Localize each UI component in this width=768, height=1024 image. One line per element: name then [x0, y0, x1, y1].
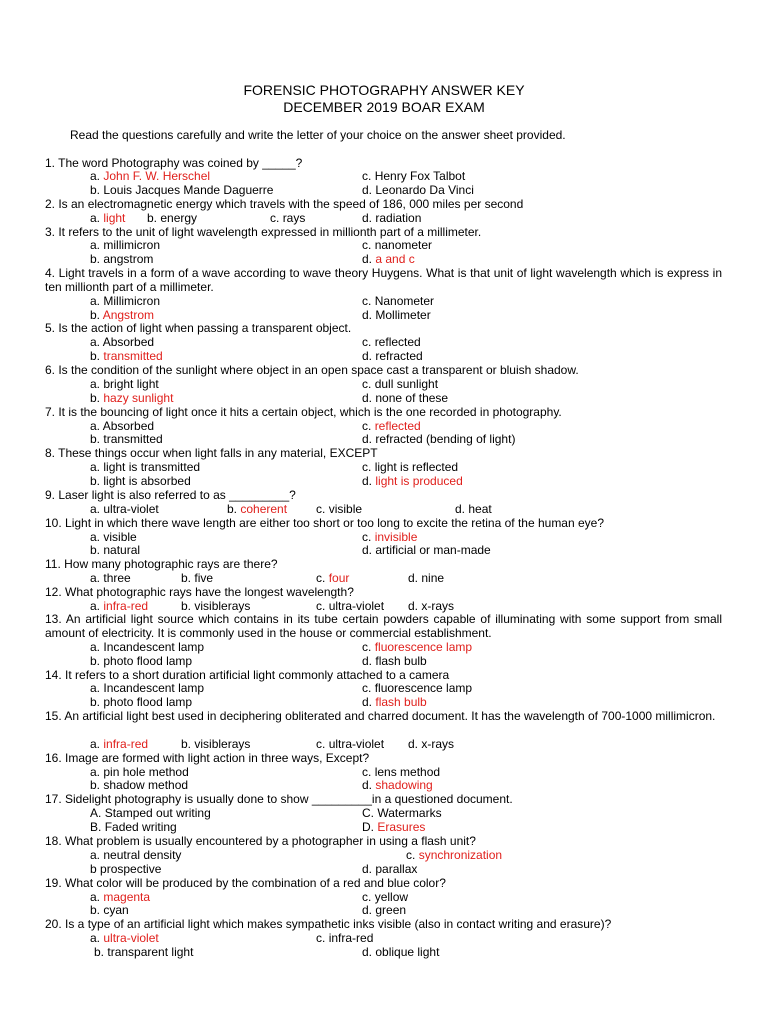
question-17-choice	[90, 820, 177, 834]
choice-label: c.	[362, 890, 372, 904]
choice-label: c.	[316, 737, 326, 751]
question-1-choice	[362, 183, 474, 197]
question-16-text: 16. Image are formed with light action in three ways, Except?	[45, 751, 370, 765]
choice-label: c.	[362, 530, 372, 544]
question-5-choice	[362, 349, 423, 363]
question-13-choice	[90, 654, 192, 668]
choice-text: x-rays	[421, 599, 455, 613]
question-14-choice	[362, 681, 472, 695]
question-18-choice	[362, 862, 417, 876]
question-13-choice	[362, 654, 427, 668]
question-9-choice	[316, 502, 362, 516]
question-4-text: 4. Light travels in a form of a wave according to wave theory Huygens. What is that unit of light wavelength which is express in ten millionth part of a millimeter.	[45, 266, 722, 294]
question-3-text: 3. It refers to the unit of light wavelength expressed in millionth part of a millimeter.	[45, 225, 482, 239]
question-15-choice	[181, 737, 250, 751]
choice-label: b.	[90, 654, 101, 668]
question-9-choice	[227, 502, 287, 516]
question-1-choice	[90, 169, 210, 183]
choice-label: c.	[362, 681, 372, 695]
choice-text: Absorbed	[102, 419, 155, 433]
choice-label: c.	[362, 377, 372, 391]
choice-text: visible	[328, 502, 363, 516]
question-14-text: 14. It refers to a short duration artificial light commonly attached to a camera	[45, 668, 450, 682]
choice-text: lens method	[374, 765, 441, 779]
choice-text: ultra-violet	[103, 502, 159, 516]
choice-label: d.	[455, 502, 466, 516]
choice-label: d.	[362, 654, 373, 668]
question-1-text: 1. The word Photography was coined by _____?	[45, 156, 303, 170]
choice-text: bright light	[103, 377, 159, 391]
choice-text: light is transmitted	[103, 460, 201, 474]
choice-text: fluorescence lamp	[374, 681, 473, 695]
question-16-choice	[362, 765, 440, 779]
choice-text: heat	[468, 502, 492, 516]
question-19-text: 19. What color will be produced by the combination of a red and blue color?	[45, 876, 446, 890]
question-1-choice	[362, 169, 465, 183]
choice-label: a.	[90, 169, 101, 183]
question-17-choice	[90, 806, 211, 820]
choice-label: c.	[362, 460, 372, 474]
choice-label: a.	[90, 890, 101, 904]
question-12-choice	[181, 599, 250, 613]
choice-text: Incandescent lamp	[103, 640, 205, 654]
choice-label: d.	[362, 778, 373, 792]
question-14-choice	[90, 695, 192, 709]
correct-answer: coherent	[240, 502, 288, 516]
choice-label: c.	[362, 419, 372, 433]
question-19-choice	[362, 903, 406, 917]
correct-answer: a and c	[375, 252, 415, 266]
choice-text: Stamped out writing	[104, 806, 211, 820]
choice-text: Faded writing	[104, 820, 177, 834]
choice-label: c.	[316, 599, 326, 613]
choice-label: d.	[362, 308, 373, 322]
question-2-text: 2. Is an electromagnetic energy which travels with the speed of 186, 000 miles per second	[45, 197, 524, 211]
question-19-choice	[362, 890, 408, 904]
choice-text: Mollimeter	[375, 308, 431, 322]
choice-text: Absorbed	[102, 335, 155, 349]
question-3-choice	[362, 252, 415, 266]
question-6-text: 6. Is the condition of the sunlight where object in an open space cast a transparent or bluish shadow.	[45, 363, 579, 377]
correct-answer: flash bulb	[375, 695, 427, 709]
choice-label: c.	[316, 502, 326, 516]
question-3-choice	[90, 238, 160, 252]
choice-text: ultra-violet	[328, 737, 385, 751]
correct-answer: magenta	[103, 890, 151, 904]
choice-text: flash bulb	[375, 654, 427, 668]
correct-answer: light	[103, 211, 126, 225]
question-11-choice	[181, 571, 213, 585]
question-10-choice	[362, 530, 417, 544]
correct-answer: hazy sunlight	[103, 391, 174, 405]
choice-text: angstrom	[103, 252, 154, 266]
choice-text: refracted (bending of light)	[375, 432, 516, 446]
choice-label: b.	[90, 252, 101, 266]
question-20-choice	[316, 931, 373, 945]
page-title-line1: FORENSIC PHOTOGRAPHY ANSWER KEY	[243, 82, 525, 98]
choice-label: b	[90, 862, 97, 876]
question-10-choice	[362, 543, 491, 557]
choice-label: d.	[362, 183, 373, 197]
question-6-choice	[90, 377, 159, 391]
correct-answer: invisible	[374, 530, 418, 544]
question-14-choice	[90, 681, 204, 695]
question-16-choice	[362, 778, 433, 792]
choice-text: transparent light	[107, 945, 194, 959]
choice-label: d.	[362, 474, 373, 488]
question-17-choice	[362, 820, 425, 834]
page-title-line2: DECEMBER 2019 BOAR EXAM	[283, 99, 485, 115]
question-18-choice	[90, 848, 181, 862]
question-19-choice	[90, 890, 150, 904]
question-12-text: 12. What photographic rays have the longest wavelength?	[45, 585, 354, 599]
question-20-choice	[94, 945, 193, 959]
choice-text: prospective	[100, 862, 162, 876]
choice-label: a.	[90, 294, 101, 308]
correct-answer: synchronization	[418, 848, 503, 862]
choice-text: visiblerays	[194, 599, 251, 613]
question-17-text: 17. Sidelight photography is usually done to show _________in a questioned document.	[45, 792, 513, 806]
correct-answer: ultra-violet	[103, 931, 159, 945]
question-12-choice	[90, 599, 148, 613]
question-13-text: 13. An artificial light source which contains in its tube certain powders capable of illuminating with some support from small amount of electricity. It is commonly used in the house or commercial establishment.	[45, 612, 722, 640]
choice-label: c.	[270, 211, 280, 225]
question-14-choice	[362, 695, 427, 709]
choice-text: Millimicron	[103, 294, 161, 308]
correct-answer: shadowing	[375, 778, 433, 792]
question-7-choice	[362, 432, 515, 446]
choice-label: a.	[90, 765, 101, 779]
question-2-choice	[90, 211, 125, 225]
correct-answer: four	[328, 571, 350, 585]
choice-text: radiation	[375, 211, 422, 225]
choice-label: a.	[90, 238, 101, 252]
choice-text: photo flood lamp	[103, 695, 193, 709]
choice-label: a.	[90, 335, 101, 349]
question-5-choice	[362, 335, 421, 349]
choice-label: c.	[316, 931, 326, 945]
choice-label: b.	[90, 778, 101, 792]
choice-label: a.	[90, 502, 101, 516]
question-2-choice	[362, 211, 421, 225]
choice-label: d.	[362, 349, 373, 363]
choice-label: c.	[362, 765, 372, 779]
choice-text: reflected	[374, 335, 421, 349]
question-17-choice	[362, 806, 442, 820]
question-2-choice	[147, 211, 197, 225]
choice-label: b.	[181, 737, 192, 751]
choice-text: shadow method	[103, 778, 189, 792]
correct-answer: fluorescence lamp	[374, 640, 473, 654]
question-18-choice	[406, 848, 502, 862]
question-20-choice	[362, 945, 439, 959]
choice-label: d.	[362, 432, 373, 446]
question-3-choice	[90, 252, 153, 266]
choice-label: c.	[362, 294, 372, 308]
question-4-choice	[362, 294, 434, 308]
choice-text: refracted	[375, 349, 423, 363]
choice-label: d.	[362, 903, 373, 917]
choice-text: visiblerays	[194, 737, 251, 751]
question-8-choice	[90, 474, 191, 488]
choice-text: green	[375, 903, 407, 917]
choice-text: Nanometer	[374, 294, 435, 308]
choice-text: pin hole method	[103, 765, 189, 779]
choice-label: b.	[90, 903, 101, 917]
choice-text: three	[103, 571, 131, 585]
choice-text: artificial or man-made	[375, 543, 491, 557]
question-4-choice	[362, 308, 431, 322]
question-10-text: 10. Light in which there wave length are either too short or too long to excite the retina of the human eye?	[45, 516, 605, 530]
correct-answer: light is produced	[375, 474, 463, 488]
choice-text: dull sunlight	[374, 377, 439, 391]
choice-text: cyan	[103, 903, 129, 917]
choice-text: light is absorbed	[103, 474, 191, 488]
choice-text: energy	[160, 211, 198, 225]
question-8-choice	[90, 460, 200, 474]
choice-text: millimicron	[103, 238, 161, 252]
question-15-choice	[90, 737, 148, 751]
question-9-choice	[90, 502, 159, 516]
choice-label: C.	[362, 806, 374, 820]
choice-text: five	[194, 571, 214, 585]
choice-label: b.	[147, 211, 158, 225]
choice-label: d.	[362, 391, 373, 405]
choice-text: natural	[103, 543, 141, 557]
choice-label: a.	[90, 211, 101, 225]
choice-label: a.	[90, 931, 101, 945]
choice-label: b.	[181, 599, 192, 613]
choice-label: d.	[362, 543, 373, 557]
choice-text: oblique light	[375, 945, 440, 959]
choice-label: d.	[408, 571, 419, 585]
question-20-choice	[90, 931, 159, 945]
question-11-choice	[408, 571, 444, 585]
choice-label: A.	[90, 806, 102, 820]
instructions: Read the questions carefully and write the letter of your choice on the answer sheet provided.	[70, 128, 566, 142]
question-7-choice	[90, 432, 163, 446]
choice-label: a.	[90, 681, 101, 695]
choice-text: neutral density	[103, 848, 182, 862]
question-9-text: 9. Laser light is also referred to as _________?	[45, 488, 296, 502]
choice-label: a.	[90, 419, 101, 433]
choice-label: c.	[362, 335, 372, 349]
choice-label: b.	[90, 349, 101, 363]
question-9-choice	[455, 502, 492, 516]
question-20-text: 20. Is a type of an artificial light which makes sympathetic inks visible (also in contact writing and erasure)?	[45, 917, 612, 931]
choice-text: transmitted	[103, 432, 163, 446]
correct-answer: John F. W. Herschel	[103, 169, 211, 183]
question-16-choice	[90, 778, 188, 792]
choice-label: d.	[362, 945, 373, 959]
question-19-choice	[90, 903, 129, 917]
question-7-text: 7. It is the bouncing of light once it hits a certain object, which is the one recorded in photography.	[45, 405, 562, 419]
choice-label: d.	[362, 211, 373, 225]
question-4-choice	[90, 294, 160, 308]
question-13-choice	[90, 640, 204, 654]
choice-label: c.	[316, 571, 326, 585]
choice-text: none of these	[375, 391, 449, 405]
question-12-choice	[408, 599, 454, 613]
choice-label: d.	[362, 862, 373, 876]
choice-label: a.	[90, 460, 101, 474]
choice-text: Louis Jacques Mande Daguerre	[103, 183, 274, 197]
choice-text: Watermarks	[377, 806, 442, 820]
choice-text: x-rays	[421, 737, 455, 751]
choice-text: rays	[282, 211, 306, 225]
question-5-text: 5. Is the action of light when passing a transparent object.	[45, 321, 352, 335]
question-2-choice	[270, 211, 305, 225]
choice-text: photo flood lamp	[103, 654, 193, 668]
question-8-choice	[362, 474, 463, 488]
choice-text: parallax	[375, 862, 418, 876]
question-6-choice	[362, 377, 438, 391]
question-18-choice	[90, 862, 161, 876]
choice-label: b.	[90, 695, 101, 709]
correct-answer: Angstrom	[102, 308, 155, 322]
question-15-text: 15. An artificial light best used in deciphering obliterated and charred document. It has the wavelength of 700-1000 millimicron.	[45, 709, 716, 723]
choice-text: yellow	[374, 890, 409, 904]
correct-answer: infra-red	[103, 599, 149, 613]
question-10-choice	[90, 530, 137, 544]
correct-answer: transmitted	[103, 349, 163, 363]
choice-label: d.	[362, 252, 373, 266]
question-6-choice	[90, 391, 173, 405]
choice-label: c.	[362, 169, 372, 183]
question-16-choice	[90, 765, 189, 779]
question-15-choice	[408, 737, 454, 751]
choice-text: nanometer	[374, 238, 433, 252]
question-15-choice	[316, 737, 384, 751]
question-11-choice	[90, 571, 131, 585]
choice-label: b.	[94, 945, 105, 959]
question-3-choice	[362, 238, 432, 252]
choice-label: c.	[362, 640, 372, 654]
question-10-choice	[90, 543, 140, 557]
question-8-text: 8. These things occur when light falls in any material, EXCEPT	[45, 446, 378, 460]
choice-text: nine	[421, 571, 445, 585]
choice-label: b.	[227, 502, 238, 516]
question-1-choice	[90, 183, 273, 197]
question-18-text: 18. What problem is usually encountered by a photographer in using a flash unit?	[45, 834, 476, 848]
choice-label: a.	[90, 530, 101, 544]
choice-label: d.	[408, 599, 419, 613]
choice-label: a.	[90, 848, 101, 862]
choice-text: light is reflected	[374, 460, 459, 474]
choice-label: a.	[90, 571, 101, 585]
correct-answer: infra-red	[103, 737, 149, 751]
choice-text: ultra-violet	[328, 599, 385, 613]
choice-label: c.	[362, 238, 372, 252]
question-4-choice	[90, 308, 154, 322]
question-13-choice	[362, 640, 472, 654]
choice-text: Leonardo Da Vinci	[375, 183, 474, 197]
choice-label: a.	[90, 599, 101, 613]
choice-label: b.	[90, 391, 101, 405]
choice-label: b.	[90, 183, 101, 197]
correct-answer: reflected	[374, 419, 421, 433]
question-11-text: 11. How many photographic rays are there?	[45, 557, 278, 571]
choice-label: c.	[406, 848, 416, 862]
correct-answer: Erasures	[377, 820, 426, 834]
choice-text: Henry Fox Talbot	[374, 169, 466, 183]
question-5-choice	[90, 335, 154, 349]
choice-label: b.	[90, 543, 101, 557]
choice-label: d.	[408, 737, 419, 751]
question-6-choice	[362, 391, 448, 405]
choice-label: b.	[90, 474, 101, 488]
choice-label: B.	[90, 820, 102, 834]
choice-label: b.	[181, 571, 192, 585]
question-5-choice	[90, 349, 163, 363]
choice-label: a.	[90, 377, 101, 391]
choice-label: b.	[90, 432, 101, 446]
question-7-choice	[90, 419, 154, 433]
choice-text: visible	[103, 530, 137, 544]
choice-text: Incandescent lamp	[103, 681, 205, 695]
question-7-choice	[362, 419, 421, 433]
choice-label: a.	[90, 737, 101, 751]
question-11-choice	[316, 571, 349, 585]
choice-label: D.	[362, 820, 374, 834]
question-12-choice	[316, 599, 384, 613]
choice-text: infra-red	[328, 931, 374, 945]
choice-label: b.	[90, 308, 101, 322]
question-8-choice	[362, 460, 458, 474]
choice-label: a.	[90, 640, 101, 654]
choice-label: d.	[362, 695, 373, 709]
